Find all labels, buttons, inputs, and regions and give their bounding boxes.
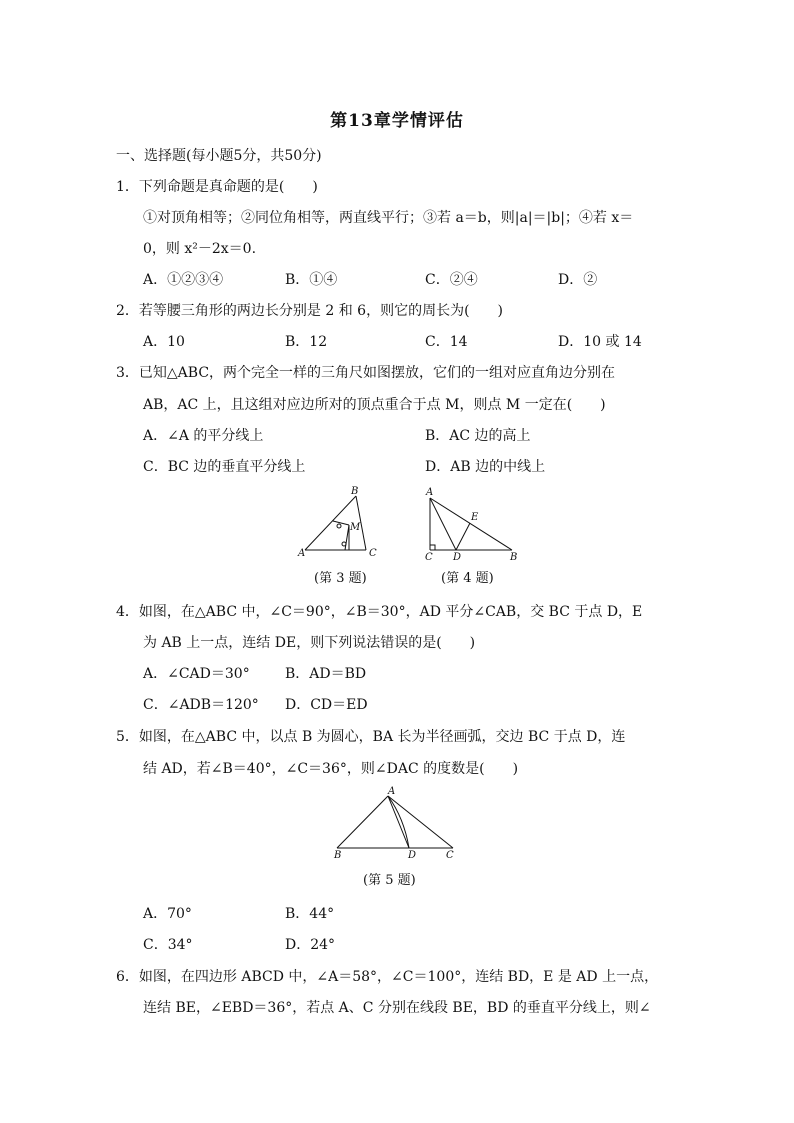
q5-stem-line2: 结 AD，若∠B＝40°，∠C＝36°，则∠DAC 的度数是( ) xyxy=(143,761,519,777)
q4-segment-de xyxy=(456,523,470,550)
q5-figure-caption: (第 5 题) xyxy=(363,873,416,888)
q3-figure-caption: (第 3 题) xyxy=(314,571,367,586)
q3-label-a: A xyxy=(298,548,306,559)
q3-label-m: M xyxy=(350,522,361,533)
q5-label-d: D xyxy=(408,850,417,861)
q4-option-a: A．∠CAD＝30° xyxy=(143,666,250,682)
q1-option-c: C．②④ xyxy=(425,272,478,288)
q4-label-e: E xyxy=(471,512,479,523)
q4-label-c: C xyxy=(425,552,433,563)
q5-option-c: C．34° xyxy=(143,937,193,953)
q1-stem: 1．下列命题是真命题的是( ) xyxy=(116,179,318,195)
q2-option-c: C．14 xyxy=(425,334,468,350)
q4-label-b: B xyxy=(510,552,518,563)
q5-figure xyxy=(325,784,465,864)
q1-option-b: B．①④ xyxy=(285,272,338,288)
q4-option-d: D．CD＝ED xyxy=(285,697,368,713)
q3-option-c: C．BC 边的垂直平分线上 xyxy=(143,459,306,475)
q2-option-d: D．10 或 14 xyxy=(558,334,642,350)
q5-label-c: C xyxy=(446,850,454,861)
q4-figure-caption: (第 4 题) xyxy=(441,571,494,586)
q2-option-a: A．10 xyxy=(143,334,185,350)
q4-label-d: D xyxy=(453,552,462,563)
q3-angle-mark-2 xyxy=(342,542,346,546)
q2-option-b: B．12 xyxy=(285,334,328,350)
q1-option-a: A．①②③④ xyxy=(143,272,224,288)
q3-label-b: B xyxy=(351,486,359,497)
q3-ruler-2 xyxy=(345,525,349,550)
q5-edge-ba xyxy=(337,796,388,848)
q3-stem-line2: AB，AC 上，且这组对应边所对的顶点重合于点 M，则点 M 一定在( ) xyxy=(143,397,606,413)
q5-label-a: A xyxy=(388,786,396,797)
section-heading: 一、选择题(每小题5分，共50分) xyxy=(116,148,322,164)
q5-stem-line1: 5．如图，在△ABC 中，以点 B 为圆心，BA 长为半径画弧，交边 BC 于点 D，连 xyxy=(116,729,626,745)
q1-body-line1: ①对顶角相等；②同位角相等，两直线平行；③若 a＝b，则|a|＝|b|；④若 x＝ xyxy=(143,210,634,226)
q4-right-angle-mark xyxy=(430,545,435,550)
q3-stem-line1: 3．已知△ABC，两个完全一样的三角尺如图摆放，它们的一组对应直角边分别在 xyxy=(116,365,616,381)
q4-edge-ab xyxy=(430,498,512,550)
q5-option-a: A．70° xyxy=(143,906,192,922)
q5-label-b: B xyxy=(334,850,342,861)
q3-ruler-1 xyxy=(333,521,349,525)
q2-stem: 2．若等腰三角形的两边长分别是 2 和 6，则它的周长为( ) xyxy=(116,303,503,319)
q4-stem-line2: 为 AB 上一点，连结 DE，则下列说法错误的是( ) xyxy=(143,635,476,651)
q6-stem-line2: 连结 BE，∠EBD＝36°，若点 A、C 分别在线段 BE，BD 的垂直平分线上，则∠ xyxy=(143,1000,651,1016)
q4-option-b: B．AD＝BD xyxy=(285,666,367,682)
q3-angle-mark-1 xyxy=(337,524,341,528)
q4-option-c: C．∠ADB＝120° xyxy=(143,697,259,713)
q6-stem-line1: 6．如图，在四边形 ABCD 中，∠A＝58°，∠C＝100°，连结 BD，E 是 AD 上一点， xyxy=(116,969,659,985)
q4-label-a: A xyxy=(426,487,434,498)
q3-option-a: A．∠A 的平分线上 xyxy=(143,428,264,444)
q1-option-d: D．② xyxy=(558,272,598,288)
q1-body-line2: 0，则 x²－2x＝0. xyxy=(143,241,257,257)
q3-label-c: C xyxy=(369,548,377,559)
q5-option-b: B．44° xyxy=(285,906,335,922)
q3-option-b: B．AC 边的高上 xyxy=(425,428,531,444)
q3-figure xyxy=(290,484,390,564)
page-title: 第13章学情评估 xyxy=(330,111,464,131)
q3-edge-ab xyxy=(305,496,356,550)
q3-option-d: D．AB 边的中线上 xyxy=(425,459,546,475)
q5-option-d: D．24° xyxy=(285,937,336,953)
q4-stem-line1: 4．如图，在△ABC 中，∠C＝90°，∠B＝30°，AD 平分∠CAB，交 BC 于点 D，E xyxy=(116,604,643,620)
q4-figure xyxy=(420,484,530,564)
q5-edge-ac xyxy=(388,796,453,848)
